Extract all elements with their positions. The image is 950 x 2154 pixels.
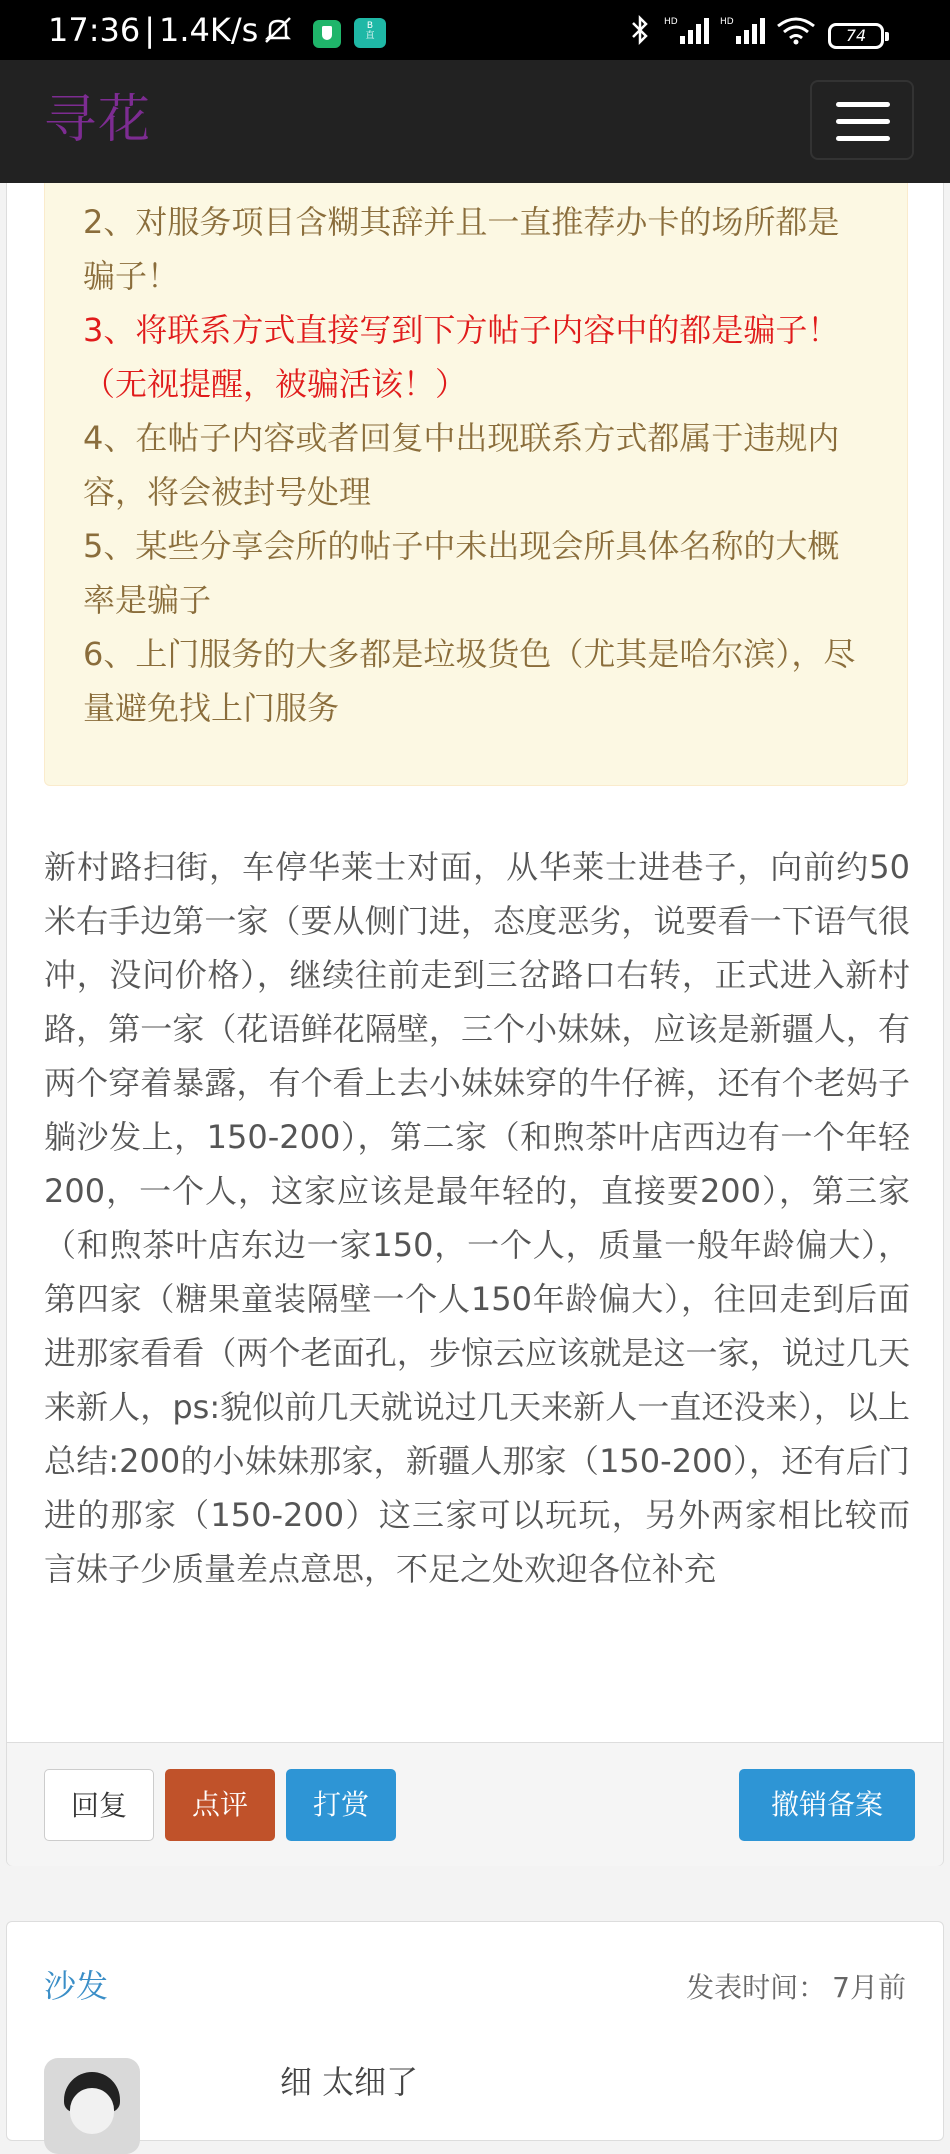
status-separator: | — [144, 11, 155, 49]
bluetooth-icon — [630, 14, 650, 46]
status-bar — [0, 0, 950, 60]
reward-button[interactable]: 打赏 — [286, 1769, 396, 1841]
reply-button[interactable]: 回复 — [44, 1769, 154, 1841]
post-body: 新村路扫街，车停华莱士对面，从华莱士进巷子，向前约50米右手边第一家（要从侧门进，态度恶劣，说要看一下语气很冲，没问价格），继续往前走到三岔路口右转，正式进入新村路，第一家（花语鲜花隔壁，三个小妹妹，应该是新疆人，有两个穿着暴露，有个看上去小妹妹穿的牛仔裤，还有个老妈子躺沙发上，150-200），第二家（和煦茶叶店西边有一个年轻200，一个人，这家应该是最年轻的，直接要200），第三家（和煦茶叶店东边一家150，一个人，质量一般年龄偏大），第四家（糖果童装隔壁一个人150年龄偏大），往回走到后面进那家看看（两个老面孔，步惊云应该就是这一家，说过几天来新人，ps:貌似前几天就说过几天来新人一直还没来），以上总结:200的小妹妹那家，新疆人那家（150-200），还有后门进的那家（150-200）这三家可以玩玩，另外两家相比较而言妹子少质量差点意思，不足之处欢迎各位补充 — [44, 848, 910, 1588]
top-navbar — [0, 60, 950, 183]
signal-icon — [664, 14, 712, 46]
reply-time-value: 7月前 — [832, 1971, 906, 2004]
avatar-face — [70, 2088, 114, 2134]
post-action-bar — [7, 1742, 943, 1866]
reply-time-label: 发表时间： — [686, 1971, 827, 2004]
reply-card — [6, 1921, 944, 2141]
notice-item: 2、对服务项目含糊其辞并且一直推荐办卡的场所都是骗子！ — [83, 203, 840, 295]
mute-icon — [262, 14, 294, 46]
reply-floor-title[interactable]: 沙发 — [44, 1967, 109, 2005]
notice-item: 5、某些分享会所的帖子中未出现会所具体名称的大概率是骗子 — [83, 527, 840, 619]
notice-item: 6、上门服务的大多都是垃圾货色（尤其是哈尔滨），尽量避免找上门服务 — [83, 635, 856, 727]
clock: 17:36 — [48, 11, 141, 49]
hamburger-bar — [836, 136, 890, 141]
hamburger-bar — [836, 102, 890, 107]
reply-content: 细 太细了 — [280, 2063, 419, 2101]
signal-icon-2 — [720, 14, 768, 46]
menu-toggle-button[interactable] — [810, 80, 914, 160]
reply-time — [686, 1966, 906, 2010]
comment-button[interactable]: 点评 — [165, 1769, 275, 1841]
notice-item-highlight: 3、将联系方式直接写到下方帖子内容中的都是骗子！（无视提醒，被骗活该！） — [83, 311, 840, 403]
status-time — [48, 12, 258, 48]
svg-text:HD: HD — [720, 17, 734, 27]
network-speed: 1.4K/s — [159, 11, 259, 49]
wifi-icon — [776, 14, 816, 46]
warning-notice — [44, 170, 908, 786]
security-app-icon — [313, 20, 341, 48]
battery-icon: 74 — [828, 23, 884, 49]
svg-text:HD: HD — [664, 17, 678, 27]
site-logo[interactable]: 寻花 — [44, 90, 153, 150]
avatar[interactable] — [44, 2058, 140, 2154]
boss-app-icon: B 直 — [354, 18, 386, 48]
notice-item: 4、在帖子内容或者回复中出现联系方式都属于违规内容，将会被封号处理 — [83, 419, 840, 511]
hamburger-bar — [836, 119, 890, 124]
cancel-record-button[interactable]: 撤销备案 — [739, 1769, 915, 1841]
